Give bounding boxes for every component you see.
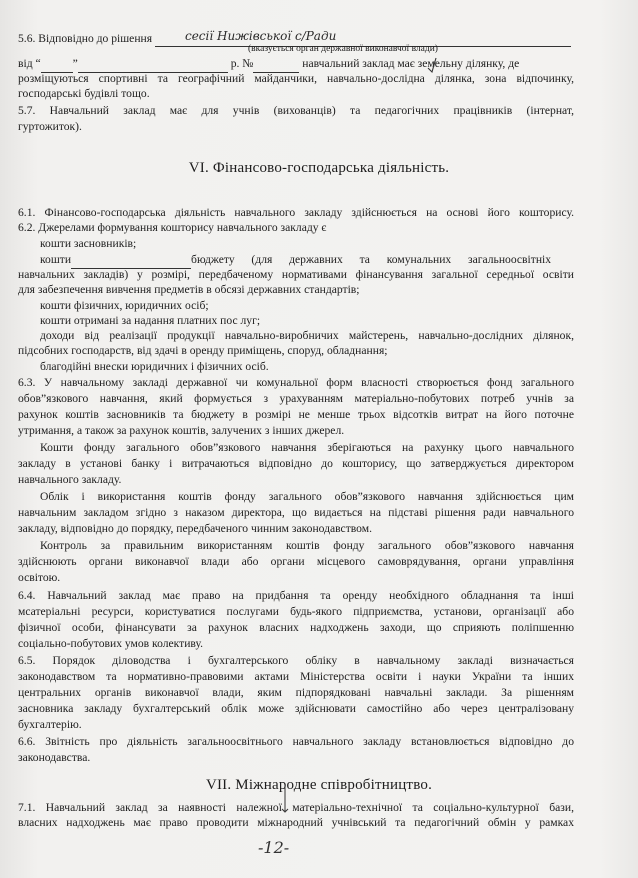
paragraph-5-6-line-4: господарські будівлі тощо.	[18, 87, 150, 100]
s6-line-17: закладу в установі банку і витрачаються відповідно до кошторису, що затверджується директором	[18, 457, 574, 470]
s6-line-8: кошти отримані за надання платних пос луг;	[40, 314, 261, 327]
s6-line-15: утримання, а також за рахунок коштів, залучених з інших джерел.	[18, 424, 345, 437]
s6-line-29: 6.5. Порядок діловодства і бухгалтерського обліку в навчальному закладі визначається	[18, 654, 574, 667]
s6-line-28: соціально-побутових умов колективу.	[18, 637, 204, 650]
s6-line-19: Облік і використання коштів фонду загального обов”язкового навчання здійснюється цим	[40, 490, 574, 503]
s6-line-34: 6.6. Звітність про діяльність загальноосвітнього навчального закладу встановлюється відповідно до	[18, 735, 574, 748]
s7-line-1: 7.1. Навчальний заклад за наявності належної матеріально-технічної та соціально-культурної бази,	[18, 801, 574, 814]
p56-caption: (вказується орган державної виконавчої влади)	[248, 44, 438, 54]
p56-prefix: 5.6. Відповідно до рішення	[18, 32, 153, 45]
handwritten-check-mark	[426, 56, 438, 74]
section-7-heading: VII. Міжнародне співробітництво.	[205, 777, 433, 793]
s6-line-25: 6.4. Навчальний заклад має право на придбання та оренду необхідного обладнання та інші	[18, 589, 574, 602]
s6-line-16: Кошти фонду загального обов”язкового навчання зберігаються на рахунку цього навчального	[40, 441, 574, 454]
p56-quote-close: ”	[72, 57, 78, 70]
s6-line-31: центральних органів виконавчої влади, яким підпорядковані навчальні заклади. За рішенням	[18, 686, 574, 699]
s6-line-6: для забезпечення вивчення предметів в обсязі державних стандартів;	[18, 283, 360, 296]
s6-line-20: навчальним закладом згідно з наказом директора, що видається на підставі рішення ради навчального	[18, 506, 574, 519]
p56-vid: від “	[18, 57, 41, 70]
section-6-heading: VI. Фінансово-господарська діяльність.	[188, 160, 450, 176]
handwritten-body-name: сесії Нижівської с/Ради	[184, 29, 337, 43]
budget-rest: бюджету (для державних та комунальних загальноосвітніх	[191, 253, 552, 266]
s6-line-12: 6.3. У навчальному закладі державної чи комунальної форм власності створюється фонд загального	[18, 376, 574, 389]
paragraph-5-7-line-2: гуртожиток).	[18, 120, 82, 133]
s6-line-14: рахунок коштів засновників та бюджету в розмірі не менше трьох відсотків витрат на його поточне	[18, 408, 574, 421]
s6-line-27: фізичної особи, фінансувати за рахунок власних надходжень заходи, що сприяють поліпшенню	[18, 621, 574, 634]
s6-line-7: кошти фізичних, юридичних осіб;	[40, 299, 209, 312]
p56-rest: навчальний заклад має земельну ділянку, де	[302, 57, 520, 70]
s6-line-23: здійснюють органи виконавчої влади або органи місцевого самоврядування, органи управління	[18, 555, 574, 568]
s7-line-2: власних надходжень має право проводити міжнародний учнівський та педагогічний обмін у рамках	[18, 816, 574, 829]
p56-year: р. №	[230, 57, 254, 70]
s6-line-3: кошти засновників;	[40, 237, 137, 250]
budget-label: кошти	[40, 253, 72, 266]
s6-line-13: обов”язкового навчання, який формується з урахуванням матеріально-побутових потреб учнів за	[18, 392, 574, 405]
s6-line-2: 6.2. Джерелами формування кошторису навчального закладу є	[18, 221, 327, 234]
page-number: -12-	[258, 838, 290, 857]
s6-line-11: благодійні внески юридичних і фізичних осіб.	[40, 360, 269, 373]
s6-line-21: закладу, відповідно до порядку, передбаченого чинним законодавством.	[18, 522, 372, 535]
s6-line-24: освітою.	[18, 571, 61, 584]
s6-line-10: підсобних господарств, від здачі в оренду приміщень, споруд, обладнання;	[18, 344, 388, 357]
s6-line-26: мсатеріальні ресурси, користуватися послугами будь-якого підприємства, установи, організації або	[18, 605, 574, 618]
s6-line-30: законодавством та нормативно-правовими актами Міністерства освіти і науки України та інших	[18, 670, 574, 683]
s6-line-33: бухгалтерію.	[18, 718, 82, 731]
s6-line-32: засновника закладу бухгалтерський облік може здійснювати самостійно або через централізовану	[18, 702, 574, 715]
handwritten-insertion-mark	[280, 783, 290, 813]
s6-line-35: законодавства.	[18, 751, 91, 764]
s6-line-18: навчального закладу.	[18, 473, 122, 486]
paragraph-5-7-line-1: 5.7. Навчальний заклад має для учнів (вихованців) та педагогічних працівників (інтернат,	[18, 104, 574, 117]
s6-line-22: Контроль за правильним використанням коштів фонду загального обов”язкового навчання	[40, 539, 574, 552]
s6-line-9: доходи від реалізації продукції навчально-виробничих майстерень, навчально-дослідних ділянок,	[40, 329, 574, 342]
paragraph-5-6-line-3: розміщуються спортивні та географічний майданчики, навчально-дослідна ділянка, зона відпочинку,	[18, 72, 574, 85]
s6-line-1: 6.1. Фінансово-господарська діяльність навчального закладу здійснюється на основі його кошторису.	[18, 206, 574, 219]
s6-line-5: навчальних закладів) у розмірі, передбаченому нормативами фінансування загальної середньої освіти	[18, 268, 574, 281]
